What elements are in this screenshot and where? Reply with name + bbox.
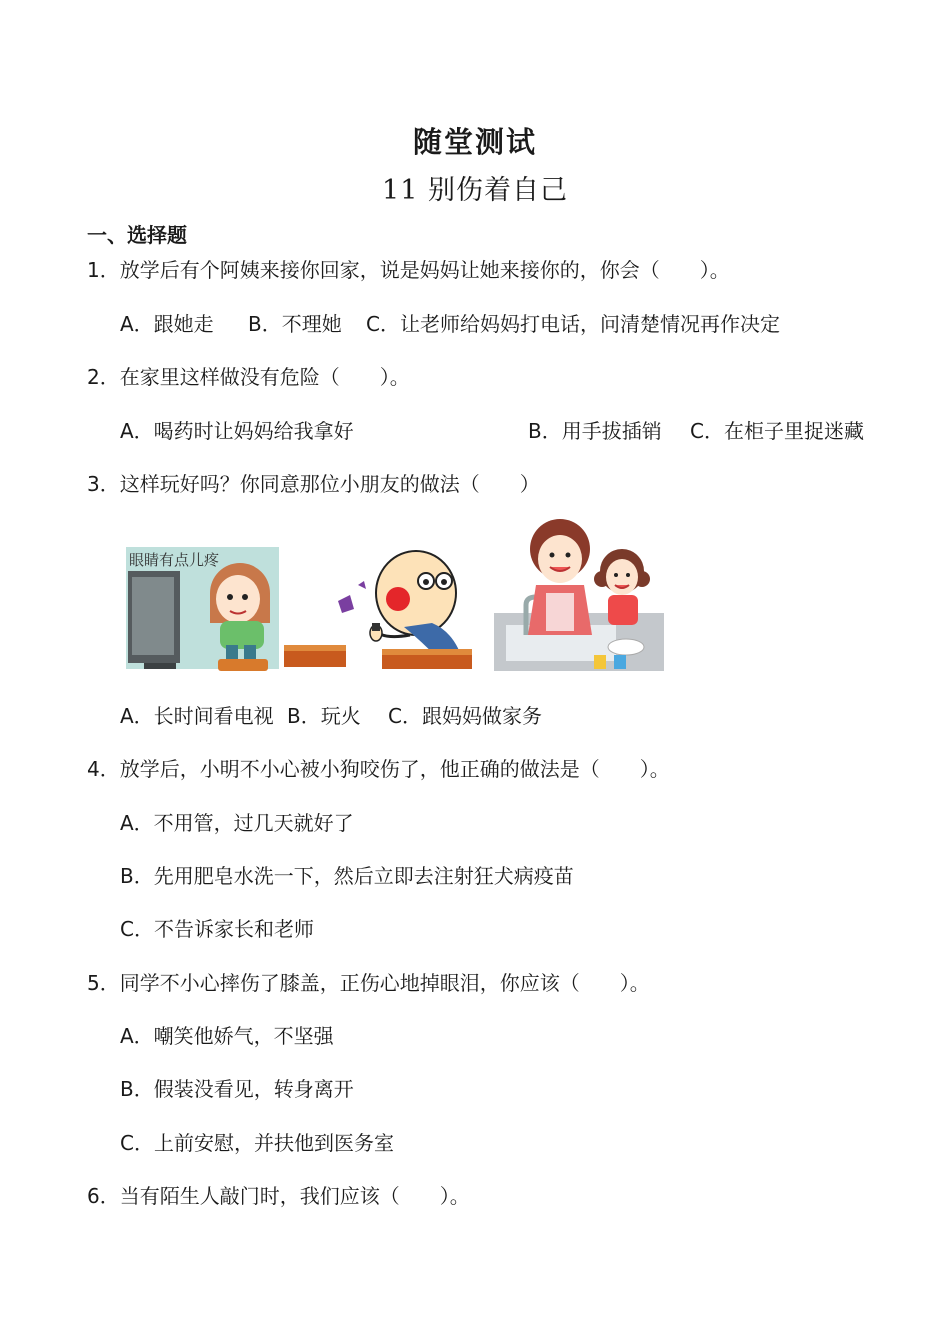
q1-option-b[interactable]: B．不理她 <box>248 312 342 336</box>
q2-option-b[interactable]: B．用手拔插销 <box>528 419 662 443</box>
question-5: 5．同学不小心摔伤了膝盖，正伤心地掉眼泪，你应该（ ）。 <box>87 971 650 995</box>
playing-fire-boy-image <box>284 551 472 669</box>
question-3: 3．这样玩好吗？你同意那位小朋友的做法（ ） <box>87 472 540 496</box>
q5-option-b[interactable]: B．假装没看见，转身离开 <box>120 1077 354 1101</box>
question-6: 6．当有陌生人敲门时，我们应该（ ）。 <box>87 1184 470 1208</box>
q5-option-c[interactable]: C．上前安慰，并扶他到医务室 <box>120 1131 394 1155</box>
chores-mother-daughter-image <box>494 519 664 671</box>
q3-option-a[interactable]: A．长时间看电视 <box>120 704 274 728</box>
lesson-subtitle: 11 别伤着自己 <box>382 175 568 206</box>
tv-caption: 眼睛有点儿疼 <box>129 551 220 569</box>
page-title: 随堂测试 <box>412 125 537 159</box>
section-heading: 一、选择题 <box>87 223 187 247</box>
question-1: 1．放学后有个阿姨来接你回家，说是妈妈让她来接你的，你会（ ）。 <box>87 258 730 282</box>
q1-option-c[interactable]: C．让老师给妈妈打电话，问清楚情况再作决定 <box>366 312 780 336</box>
q5-option-a[interactable]: A．嘲笑他娇气，不坚强 <box>120 1024 334 1048</box>
question-3-illustration <box>126 515 666 675</box>
q3-option-c[interactable]: C．跟妈妈做家务 <box>388 704 542 728</box>
q4-option-b[interactable]: B．先用肥皂水洗一下，然后立即去注射狂犬病疫苗 <box>120 864 574 888</box>
q4-option-a[interactable]: A．不用管，过几天就好了 <box>120 811 354 835</box>
q4-option-c[interactable]: C．不告诉家长和老师 <box>120 917 314 941</box>
question-4: 4．放学后，小明不小心被小狗咬伤了，他正确的做法是（ ）。 <box>87 757 670 781</box>
q3-option-b[interactable]: B．玩火 <box>287 704 361 728</box>
q2-option-a[interactable]: A．喝药时让妈妈给我拿好 <box>120 419 354 443</box>
question-2: 2．在家里这样做没有危险（ ）。 <box>87 365 410 389</box>
q1-option-a[interactable]: A．跟她走 <box>120 312 214 336</box>
q2-option-c[interactable]: C．在柜子里捉迷藏 <box>690 419 864 443</box>
